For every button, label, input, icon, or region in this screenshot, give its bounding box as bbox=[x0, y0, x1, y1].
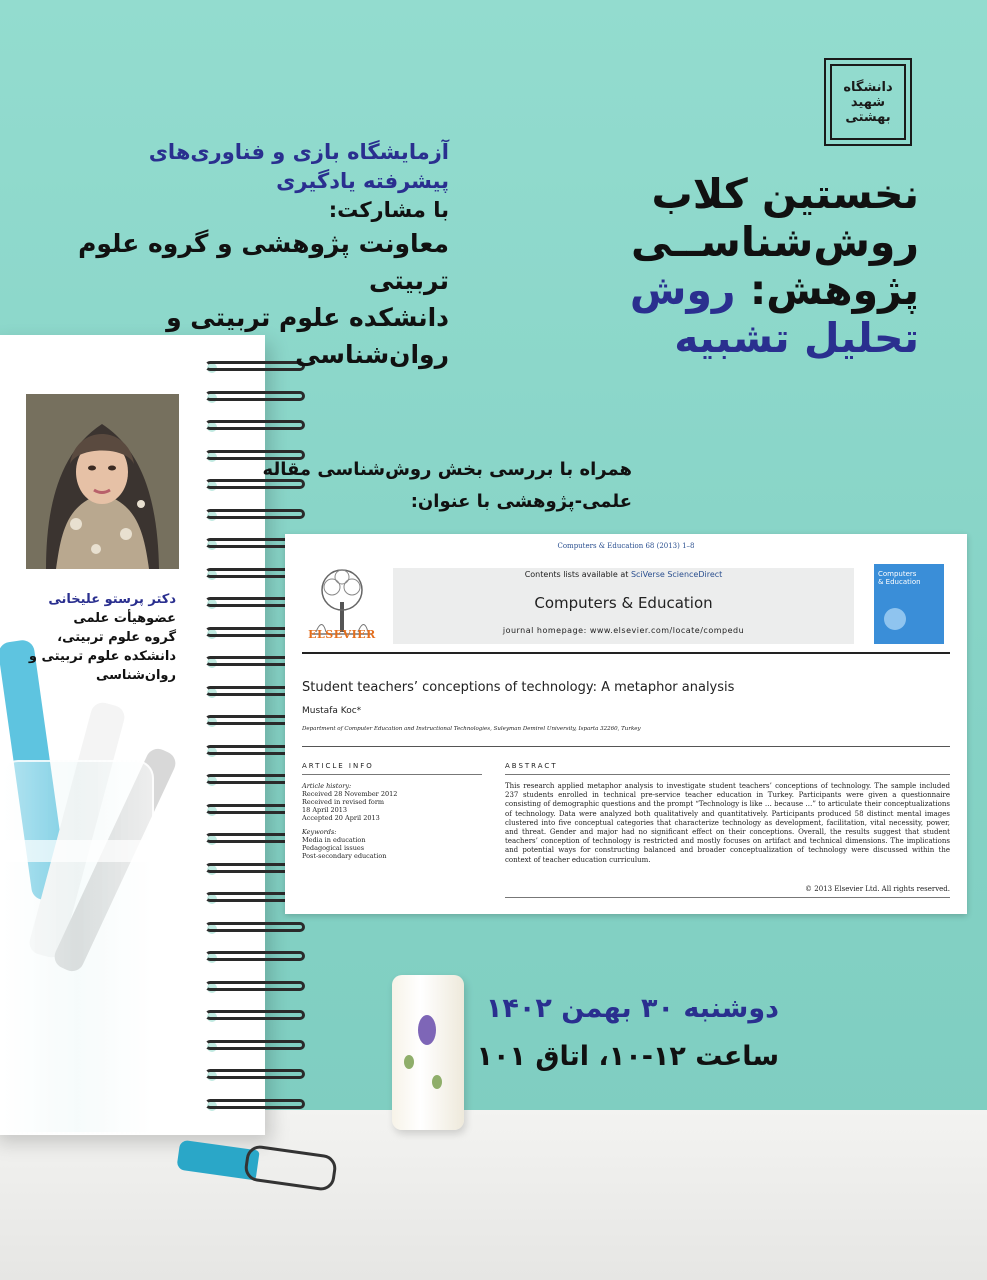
abstract-bottom-rule bbox=[505, 897, 950, 898]
event-date: دوشنبه ۳۰ بهمن ۱۴۰۲ bbox=[485, 993, 779, 1024]
title-line-1: نخستین کلاب bbox=[651, 170, 919, 218]
event-schedule bbox=[419, 985, 779, 1081]
article-info-heading: ARTICLE INFO bbox=[302, 762, 374, 770]
logo-text-2: شهید bbox=[850, 94, 886, 110]
university-logo bbox=[824, 58, 912, 146]
keyword-2: Pedagogical issues bbox=[302, 844, 365, 852]
speaker-role-line-2: گروه علوم تربیتی، bbox=[57, 630, 176, 645]
article-intro-line-1: همراه با بررسی بخش روش‌شناسی مقاله bbox=[262, 459, 632, 480]
copyright-notice: © 2013 Elsevier Ltd. All rights reserved. bbox=[805, 885, 950, 893]
partnership-label: با مشارکت: bbox=[328, 198, 449, 222]
paper-author: Mustafa Koc* bbox=[302, 706, 362, 716]
jar-rim bbox=[0, 840, 156, 862]
logo-text-1: دانشگاه bbox=[843, 79, 893, 95]
spiral-ring bbox=[205, 1069, 305, 1079]
article-intro bbox=[232, 454, 632, 518]
keyword-3: Post-secondary education bbox=[302, 852, 387, 860]
received-date: Received 28 November 2012 bbox=[302, 790, 398, 798]
journal-cover bbox=[874, 564, 944, 644]
spiral-ring bbox=[205, 981, 305, 991]
info-rule bbox=[302, 774, 482, 775]
spiral-ring bbox=[205, 951, 305, 961]
title-line-2: روش‌شناســی bbox=[631, 218, 919, 266]
partner-line-2: دانشکده علوم تربیتی و روان‌شناسی bbox=[166, 303, 449, 369]
spiral-ring bbox=[205, 1010, 305, 1020]
speaker-role-line-3: دانشکده علوم تربیتی و bbox=[28, 649, 176, 664]
speaker-name: دکتر پرستو علیخانی bbox=[48, 592, 176, 607]
spiral-ring bbox=[205, 1040, 305, 1050]
logo-text-3: بهشتی bbox=[845, 109, 891, 125]
abstract-text: This research applied metaphor analysis to investigate student teachers’ conceptions of technology. The sample included 237 students enrolled in technical pre-service teacher education in Turkey. Participants were given a questionnaire consisting of demographic questions and the prompt “Technology is like … because …” to articulate their conceptualizations of technology. Data were analyzed both qualitatively and quantitatively. Participants produced 58 distinct mental images clustered into five conceptual categories that characterize technology as development, facilitation, vital necessity, power, and threat. Gender and major had no significant effect on their conceptions. Overall, the results suggest that student teachers’ conception of technology is restricted and mostly focuses on artifact and technical dimensions. The implications and potential ways for constructing balanced and broader conceptualization of technology were discussed within the context of teacher education curriculum. bbox=[505, 782, 950, 864]
journal-banner bbox=[393, 568, 854, 644]
spiral-ring bbox=[205, 391, 305, 401]
article-intro-line-2: علمی-پژوهشی با عنوان: bbox=[410, 491, 632, 512]
accepted-date: Accepted 20 April 2013 bbox=[302, 814, 380, 822]
abstract-rule bbox=[505, 774, 950, 775]
contents-prefix: Contents lists available at bbox=[524, 570, 631, 579]
spiral-ring bbox=[205, 1099, 305, 1109]
university-logo-inner bbox=[830, 64, 906, 140]
article-preview bbox=[285, 534, 967, 914]
history-label: Article history: bbox=[302, 782, 352, 790]
author-affiliation: Department of Computer Education and Instructional Technologies, Suleyman Demirel University, Isparta 32260, Turkey bbox=[302, 726, 641, 732]
spiral-ring bbox=[205, 420, 305, 430]
paper-title: Student teachers’ conceptions of technology: A metaphor analysis bbox=[302, 680, 735, 695]
speaker-role-line-1: عضوهیأت علمی bbox=[73, 611, 176, 626]
publisher-name: ELSEVIER bbox=[308, 628, 376, 641]
title-line-4: تحلیل تشبیه bbox=[674, 314, 919, 362]
affiliation-rule bbox=[302, 746, 950, 747]
journal-reference: Computers & Education 68 (2013) 1–8 bbox=[557, 542, 695, 550]
header-rule bbox=[302, 652, 950, 654]
speaker-portrait-icon bbox=[26, 394, 179, 569]
journal-cover-graphic-icon bbox=[884, 608, 906, 630]
partner-line-1: معاونت پژوهشی و گروه علوم تربیتی bbox=[78, 229, 449, 295]
journal-homepage[interactable]: journal homepage: www.elsevier.com/locate/compedu bbox=[502, 626, 745, 635]
sciencedirect-link[interactable]: SciVerse ScienceDirect bbox=[630, 570, 723, 579]
abstract-heading: ABSTRACT bbox=[505, 762, 558, 770]
speaker-caption bbox=[0, 590, 176, 685]
title-line-3 bbox=[499, 266, 919, 314]
revised-label: Received in revised form bbox=[302, 798, 385, 806]
speaker-photo bbox=[26, 394, 179, 569]
keyword-1: Media in education bbox=[302, 836, 366, 844]
tape-flower-icon bbox=[404, 1055, 414, 1069]
organizer-block bbox=[9, 138, 449, 373]
contents-line bbox=[393, 570, 854, 579]
lab-name-line-1: آزمایشگاه بازی و فناوری‌های bbox=[148, 140, 449, 164]
table-surface bbox=[0, 1110, 987, 1280]
speaker-role-line-4: روان‌شناسی bbox=[95, 668, 176, 683]
title-line-3-black: پژوهش: bbox=[735, 266, 919, 314]
article-info bbox=[302, 782, 482, 860]
journal-cover-title: Computers & Education bbox=[878, 570, 921, 586]
spiral-ring bbox=[205, 922, 305, 932]
journal-title: Computers & Education bbox=[534, 594, 713, 612]
keywords-label: Keywords: bbox=[302, 828, 337, 836]
lab-name-line-2: پیشرفته یادگیری bbox=[276, 169, 449, 193]
event-title bbox=[499, 170, 919, 362]
glass-jar bbox=[0, 760, 154, 1134]
title-line-3-blue: روش bbox=[629, 266, 736, 314]
event-time: ساعت ۱۲-۱۰، اتاق ۱۰۱ bbox=[476, 1041, 779, 1072]
revised-date: 18 April 2013 bbox=[302, 806, 348, 814]
